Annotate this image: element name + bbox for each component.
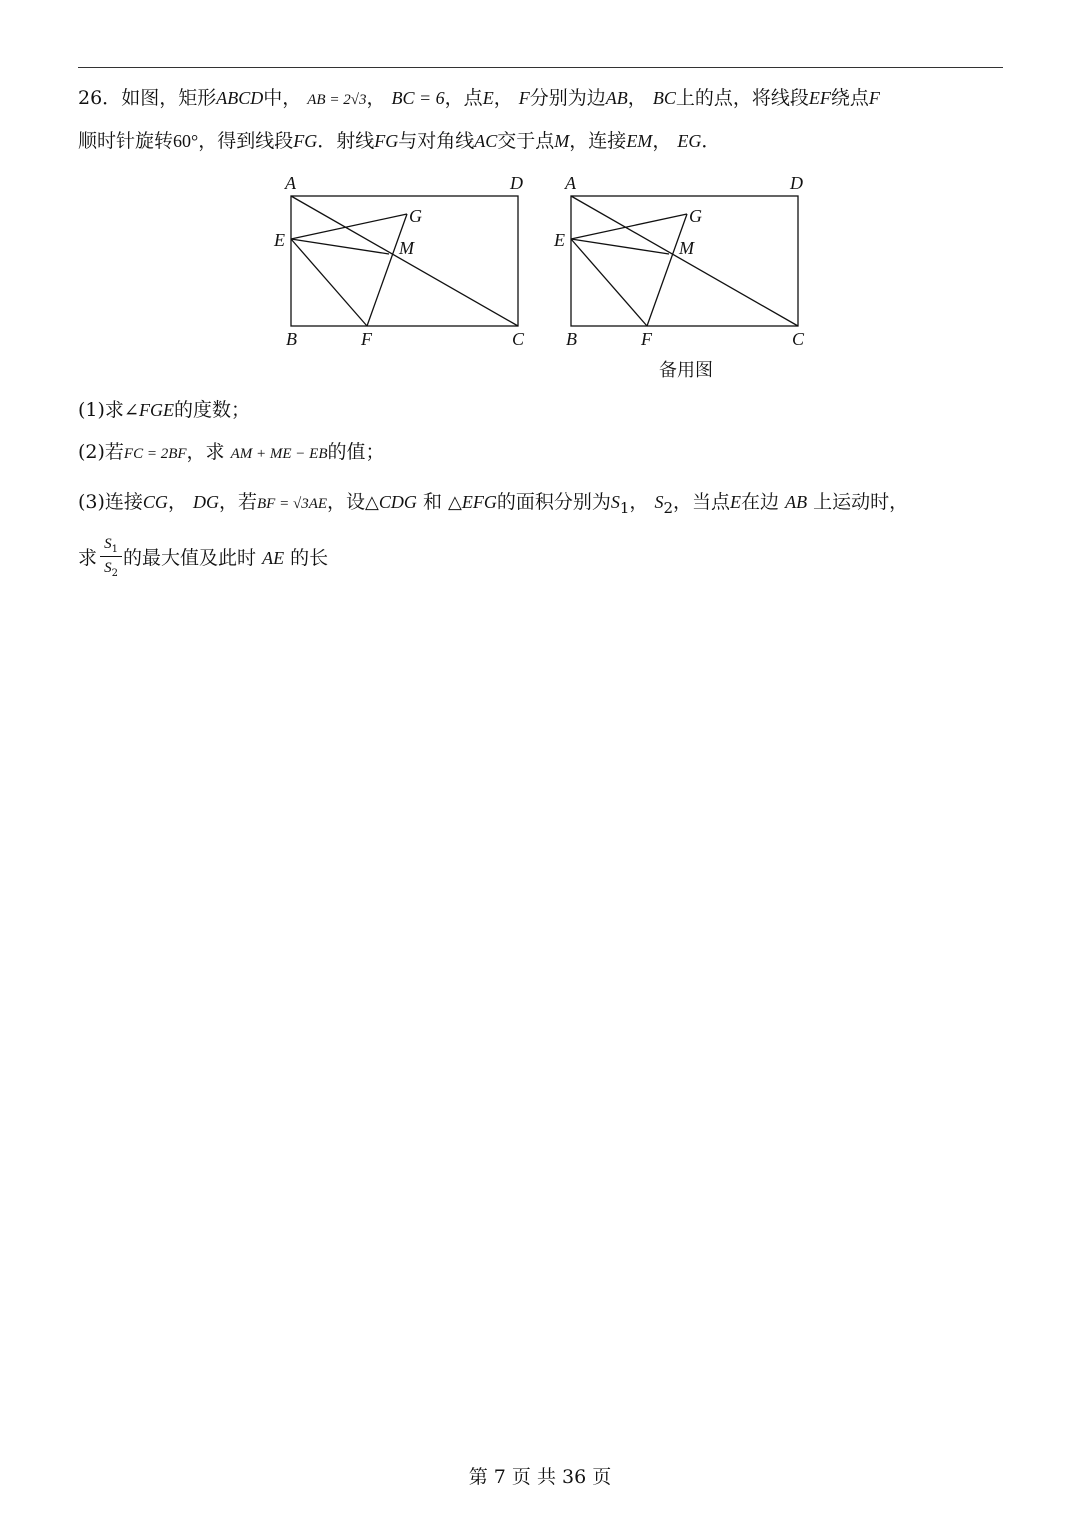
geometry-figure-backup [550, 170, 820, 360]
segment-ef-backup [571, 239, 647, 326]
figure-caption: 备用图 [659, 360, 713, 381]
label-a-backup: A [565, 173, 576, 193]
question-3: (3)连接CG， DG，若BF = √3AE，设△CDG 和 △EFG的面积分别为$S_1$， $S_2$，当点E在边 AB 上运动时， [78, 491, 909, 517]
label-m: M [399, 238, 414, 258]
segment-eg [291, 214, 407, 239]
ab-length-expr: AB = 2√3 [307, 92, 367, 108]
figure-main [270, 170, 540, 360]
label-b: B [286, 329, 297, 349]
segment-em [291, 239, 389, 254]
fraction-s1-over-s2: $S_1$ $S_2$ [100, 534, 122, 579]
diagonal-ac [291, 196, 518, 326]
segment-fg [367, 214, 407, 326]
problem-line-1: 26．如图，矩形ABCD中， AB = 2√3， BC = 6，点E， F分别为边AB， BC上的点，将线段EF绕点F [78, 87, 880, 109]
label-c: C [512, 329, 525, 349]
label-d-backup: D [790, 173, 803, 193]
label-f-backup: F [641, 329, 652, 349]
label-e-backup: E [554, 230, 565, 250]
geometry-figure-main [270, 170, 540, 360]
segment-eg-backup [571, 214, 687, 239]
question-3-line-2: 求 的最大值及此时 AE 的长 [78, 547, 329, 569]
label-m-backup: M [679, 238, 694, 258]
diagonal-ac-backup [571, 196, 798, 326]
question-2: (2)若FC = 2BF，求 AM + ME − EB的值； [78, 441, 385, 463]
problem-line-2: 顺时针旋转60°，得到线段FG．射线FG与对角线AC交于点M，连接EM， EG． [78, 130, 721, 152]
header-rule [78, 67, 1003, 68]
label-f: F [361, 329, 372, 349]
label-e: E [274, 230, 285, 250]
label-g-backup: G [689, 206, 702, 226]
bc-length-expr: BC = 6 [391, 88, 445, 108]
page-footer: 第 7 页 共 36 页 [468, 1466, 612, 1488]
segment-em-backup [571, 239, 669, 254]
question-1: (1)求∠FGE的度数； [78, 399, 251, 421]
problem-number: 26． [78, 87, 122, 109]
label-a: A [285, 173, 296, 193]
label-d: D [510, 173, 523, 193]
segment-fg-backup [647, 214, 687, 326]
figure-backup [550, 170, 820, 360]
label-g: G [409, 206, 422, 226]
label-c-backup: C [792, 329, 805, 349]
label-b-backup: B [566, 329, 577, 349]
segment-ef [291, 239, 367, 326]
